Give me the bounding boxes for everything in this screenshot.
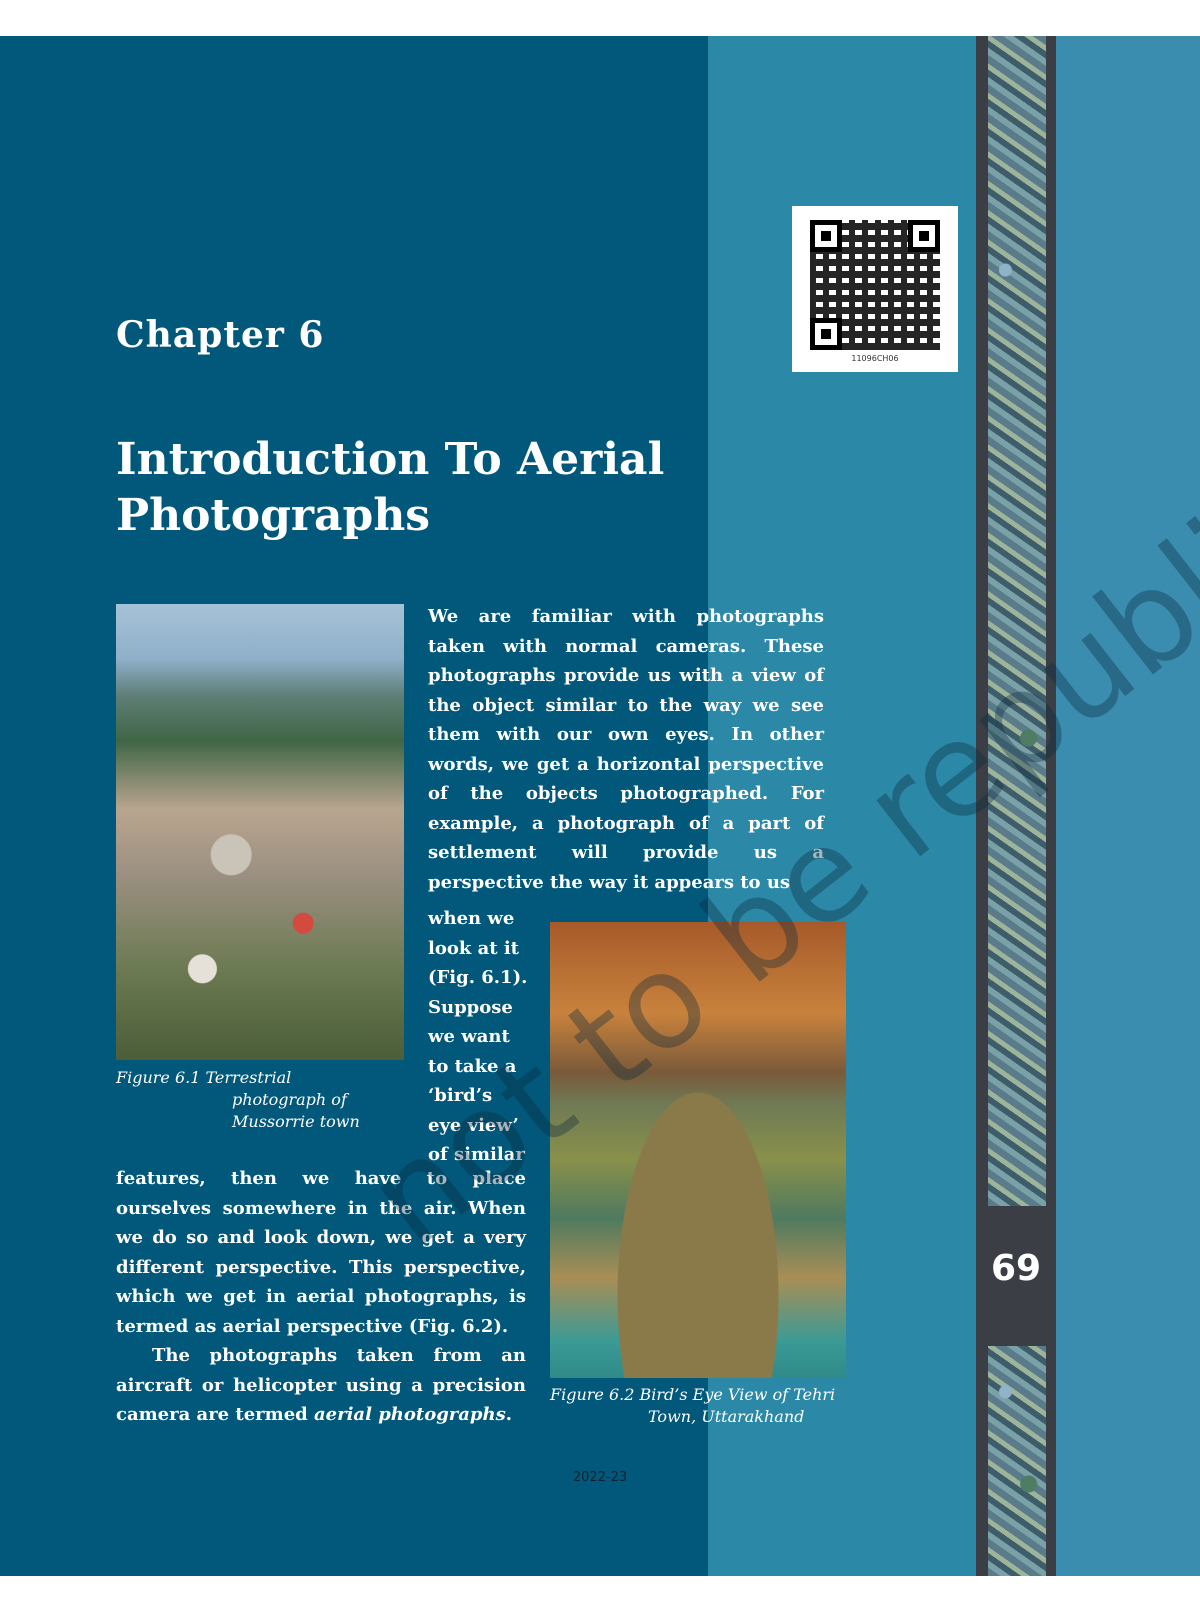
page (0, 36, 1200, 1576)
qr-code-id: 11096CH06 (851, 354, 899, 363)
paragraph-3-text: The photographs taken from an aircraft or helicopter using a precision camera are termed (116, 1345, 526, 1425)
page-number: 69 (990, 1248, 1042, 1289)
paragraph-3-emphasis: aerial photographs (314, 1404, 506, 1425)
paragraph-2: features, then we have to place ourselves somewhere in the air. When we do so and look down, we get a very different perspective. This perspective, which we get in aerial photographs, is termed as aerial perspective (Fig. 6.2). (116, 1168, 526, 1337)
satellite-strip-image-bottom (988, 1346, 1046, 1576)
chapter-title: Introduction To Aerial Photographs (116, 434, 665, 541)
year-footer: 2022-23 (572, 1470, 628, 1485)
figure-1-caption (116, 1067, 386, 1133)
paragraph-1: We are familiar with photographs taken with normal cameras. These photographs provide us with a view of the object similar to the way we see them with our own eyes. In other words, we get a horizontal perspective of the objects photographed. For example, a photograph of a part of settlement will provide us a perspective the way it appears to us (428, 606, 824, 893)
watermark: not to be (340, 793, 898, 1276)
figure-1-caption-line: Figure 6.1 Terrestrial (116, 1068, 292, 1087)
right-panel (1056, 36, 1200, 1576)
paragraph-1-continued: when we look at it (Fig. 6.1). Suppose we want to take a ‘bird’s eye view’ of similar (428, 908, 528, 1165)
figure-2-caption-line: Figure 6.2 Bird’s Eye View of Tehri (550, 1385, 836, 1404)
figure-terrestrial-photo-image (116, 604, 404, 1060)
qr-finder-icon (810, 220, 842, 252)
qr-code-box[interactable] (792, 206, 958, 372)
paragraph-3-end: . (505, 1404, 513, 1425)
paragraph-3 (116, 1341, 526, 1430)
qr-finder-icon (908, 220, 940, 252)
figure-2-caption (550, 1384, 875, 1428)
chapter-label: Chapter 6 (116, 314, 325, 356)
figure-2-caption-line: Town, Uttarakhand (648, 1407, 805, 1426)
figure-1-caption-line: photograph of (232, 1090, 347, 1109)
qr-finder-icon (810, 318, 842, 350)
figure-1-caption-line: Mussorrie town (232, 1112, 360, 1131)
